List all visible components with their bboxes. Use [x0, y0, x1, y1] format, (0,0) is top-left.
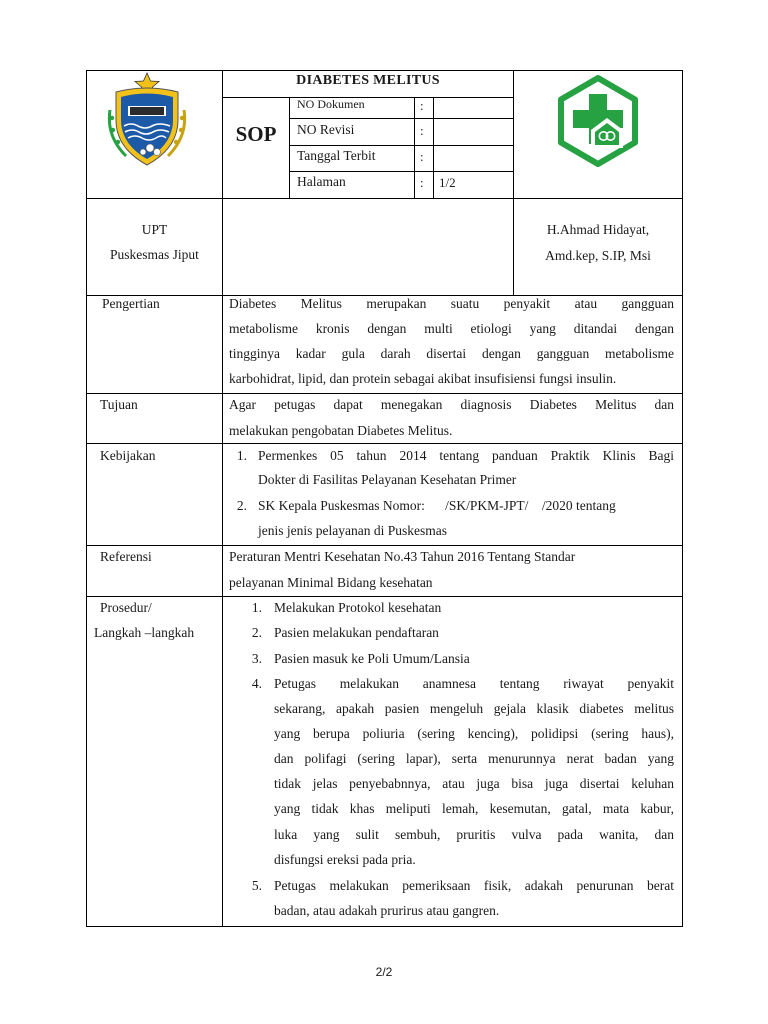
signer-name: H.Ahmad Hidayat,: [546, 222, 650, 237]
prosedur-item-number: 4.: [251, 676, 262, 691]
meta-sep-tanggal-terbit: :: [420, 149, 424, 164]
prosedur-item-line: Petugas melakukan anamnesa tentang riwayat penyakit: [274, 677, 674, 691]
prosedur-item-line: luka yang sulit sembuh, pruritis vulva pada wanita, dan: [274, 828, 674, 842]
prosedur-item-line: yang berupa poliuria (sering kencing), polidipsi (sering haus),: [274, 727, 674, 741]
kebijakan-item-line: Dokter di Fasilitas Pelayanan Kesehatan Primer: [258, 472, 517, 487]
meta-sep-no-revisi: :: [420, 123, 424, 138]
page-number: 2/2: [375, 965, 393, 979]
pengertian-line: tingginya kadar gula darah disertai dengan gangguan metabolisme: [229, 347, 674, 361]
prosedur-item-line: yang tidak khas meliputi lemah, kesemutan, gatal, mata kabur,: [274, 802, 674, 816]
label-langkah: Langkah –langkah: [94, 625, 195, 640]
line-meta-1: [289, 118, 514, 119]
row-line-5: [86, 545, 683, 546]
puskesmas-cross-logo: [555, 74, 641, 168]
row-line-2: [86, 295, 683, 296]
kebijakan-item-line: Permenkes 05 tahun 2014 tentang panduan Praktik Klinis Bagi: [258, 449, 674, 463]
regency-emblem-logo: [104, 70, 190, 170]
row-line-3: [86, 393, 683, 394]
label-prosedur: Prosedur/: [100, 600, 152, 615]
meta-sep-no-dokumen: :: [420, 98, 424, 113]
pengertian-line: metabolisme kronis dengan multi etiologi yang ditandai dengan: [229, 322, 674, 336]
meta-value-halaman: 1/2: [439, 175, 456, 190]
kebijakan-item-number: 2.: [236, 498, 247, 513]
prosedur-item-line: sekarang, apakah pasien mengeluh gejala klasik diabetes melitus: [274, 702, 674, 716]
referensi-line: pelayanan Minimal Bidang kesehatan: [229, 575, 433, 590]
meta-label-no-dokumen: NO Dokumen: [297, 97, 365, 111]
divider-colon-right: [433, 97, 434, 198]
kebijakan-item-line: SK Kepala Puskesmas Nomor: /SK/PKM-JPT/ /2020 tentang: [258, 498, 616, 513]
prosedur-item-number: 5.: [251, 878, 262, 893]
tujuan-line: Agar petugas dapat menegakan diagnosis Diabetes Melitus dan: [229, 398, 674, 412]
unit-name-line2: Puskesmas Jiput: [110, 247, 199, 262]
line-meta-2: [289, 145, 514, 146]
meta-label-halaman: Halaman: [297, 174, 346, 189]
prosedur-item-number: 1.: [251, 600, 262, 615]
meta-label-no-revisi: NO Revisi: [297, 122, 355, 137]
prosedur-item-number: 3.: [251, 651, 262, 666]
prosedur-item-line: Pasien masuk ke Poli Umum/Lansia: [274, 651, 470, 666]
prosedur-item-line: badan, atau adakah prurirus atau gangren.: [274, 903, 500, 918]
pengertian-line: Diabetes Melitus merupakan suatu penyakit atau gangguan: [229, 297, 674, 311]
line-under-title: [222, 97, 514, 98]
prosedur-item-line: tidak jelas penyebabnnya, atau juga bisa juga disertai keluhan: [274, 777, 674, 791]
prosedur-item-line: disfungsi ereksi pada pria.: [274, 852, 416, 867]
pengertian-line: karbohidrat, lipid, dan protein sebagai akibat insufisiensi fungsi insulin.: [229, 372, 617, 386]
prosedur-item-number: 2.: [251, 625, 262, 640]
line-meta-3: [289, 171, 514, 172]
prosedur-item-line: Melakukan Protokol kesehatan: [274, 600, 442, 615]
divider-colon: [414, 97, 415, 198]
meta-sep-halaman: :: [420, 175, 424, 190]
divider-sop: [289, 97, 290, 198]
border-bottom: [86, 926, 683, 927]
row-line-4: [86, 443, 683, 444]
label-kebijakan: Kebijakan: [100, 448, 156, 463]
signer-title: Amd.kep, S.IP, Msi: [545, 248, 651, 263]
prosedur-item-line: Pasien melakukan pendaftaran: [274, 625, 439, 640]
referensi-line: Peraturan Mentri Kesehatan No.43 Tahun 2016 Tentang Standar: [229, 549, 576, 564]
unit-name-line1: UPT: [141, 222, 168, 237]
prosedur-item-line: Petugas melakukan pemeriksaan fisik, adakah penurunan berat: [274, 879, 674, 893]
kebijakan-item-number: 1.: [236, 448, 247, 463]
tujuan-line: melakukan pengobatan Diabetes Melitus.: [229, 423, 453, 438]
sop-label: SOP: [235, 122, 277, 146]
kebijakan-item-line: jenis jenis pelayanan di Puskesmas: [258, 523, 447, 538]
row-line-1: [86, 198, 683, 199]
document-title: DIABETES MELITUS: [296, 73, 440, 88]
label-tujuan: Tujuan: [100, 397, 138, 412]
label-referensi: Referensi: [100, 549, 152, 564]
prosedur-item-line: dan polifagi (sering lapar), serta menurunnya nerat badan yang: [274, 752, 674, 766]
label-pengertian: Pengertian: [102, 296, 160, 311]
meta-label-tanggal-terbit: Tanggal Terbit: [297, 148, 376, 163]
row-line-6: [86, 596, 683, 597]
